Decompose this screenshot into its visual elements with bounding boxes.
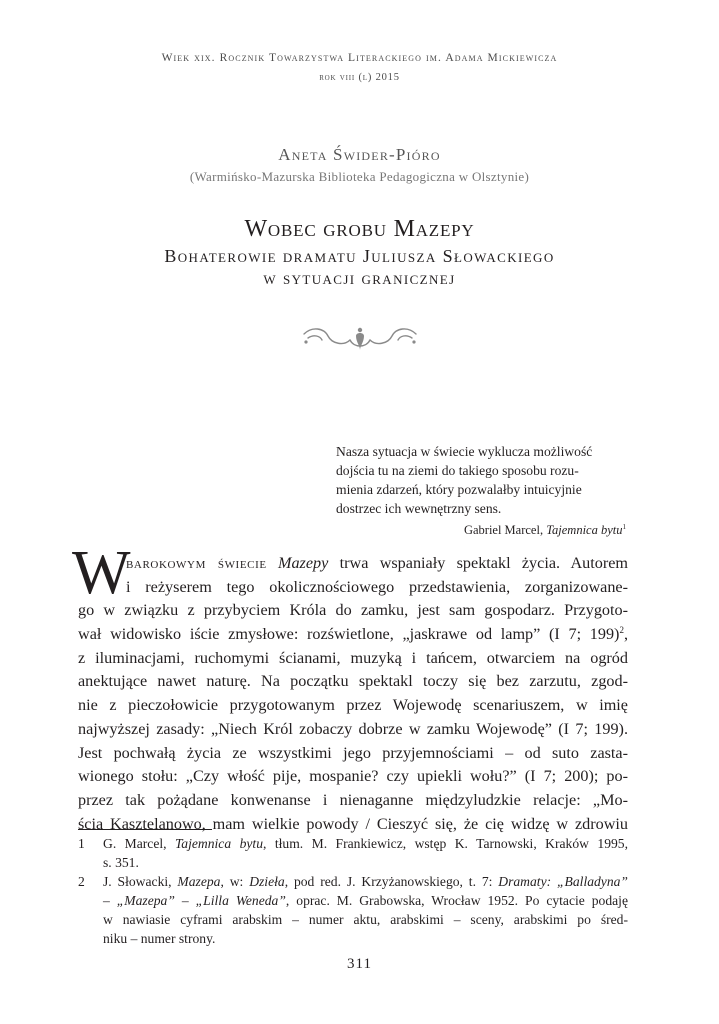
article-title: Wobec grobu Mazepy [244,216,475,242]
body-line: najwyższej zasady: „Niech Król zobaczy dobrze w zamku Wojewodę” (I 7; 199). [78,719,628,738]
body-line-text: wał widowisko iście zmysłowe: rozświetlone, „jaskrawe od lamp” (I 7; 199) [78,625,620,644]
footnote-line: niku – numer strony. [103,931,216,946]
footnote-line: w nawiasie cyframi arabskim – numer aktu, arabskimi – sceny, arabskimi po śred- [103,912,628,927]
footnote-title: Tajemnica bytu [175,836,263,851]
body-line: Jest pochwałą życia ze wszystkimi jego przyjemnościami – od suto zasta- [78,743,628,762]
footnote-text [103,872,628,948]
footnote-title: „Lilla Weneda” [195,893,286,908]
opening-small-caps: barokowym świecie [126,554,267,572]
footnote-ref[interactable]: 2 [619,625,624,636]
epigraph-quote [336,442,626,518]
epigraph-source: Tajemnica bytu [546,523,623,537]
body-line-text: , [623,625,628,644]
footnote-title: Dzieła [249,874,285,889]
fleuron-ornament-icon [300,322,420,356]
footnote-fragment: , w: [220,874,250,889]
footnote-number: 2 [78,874,85,889]
footnote-ref[interactable]: 1 [622,523,626,531]
article-subtitle-line-1: Bohaterowie dramatu Juliusza Słowackiego [164,246,555,266]
drop-cap: W [72,539,131,607]
body-line: anektujące nawet naturę. Na początku spektakl toczy się bez zarzutu, zgod- [78,672,628,691]
footnote-fragment: J. Słowacki, [103,874,178,889]
epigraph-line: dojścia tu na ziemi do takiego sposobu rozu- [336,463,579,478]
footnote-separator [78,829,212,830]
epigraph-line: mienia zdarzeń, który pozwalałby intuicyjnie [336,482,582,497]
body-line: nie z pieczołowicie przygotowanym przez Wojewodę scenariuszem, w imię [78,696,628,715]
footnote-line [103,834,628,853]
footnote-fragment: , pod red. J. Krzyżanowskiego, t. 7: [284,874,499,889]
footnote-fragment: , tłum. M. Frankiewicz, wstęp K. Tarnowski, Kraków 1995, [263,836,628,851]
author-affiliation: (Warmińsko-Mazurska Biblioteka Pedagogiczna w Olsztynie) [189,169,530,184]
work-title: Mazepy [277,554,329,572]
footnote-line [103,872,628,891]
body-line [126,552,628,576]
body-line: i reżyserem tego okolicznościowego przedstawienia, zorganizowane- [126,577,628,596]
page-number: 311 [347,956,372,972]
footnote-line: s. 351. [103,855,139,870]
body-line: przez tak pożądane konwenanse i nienaganne międzyludzkie relacje: „Mo- [78,790,628,809]
body-line [78,623,628,647]
body-line: go w związku z przybyciem Króla do zamku, jest sam gospodarz. Przygoto- [78,601,628,620]
footnote-fragment: , oprac. M. Grabowska, Wrocław 1952. Po cytacie podaję [285,893,628,908]
epigraph-line: Nasza sytuacja w świecie wyklucza możliwość [336,444,593,459]
footnote-line [103,891,628,910]
footnote-text [103,834,628,872]
footnote-number: 1 [78,836,85,851]
body-line: z iluminacjami, ruchomymi ścianami, muzyką i tańcem, otwarciem na ogród [78,648,628,667]
running-head-journal: Wiek xix. Rocznik Towarzystwa Literackiego im. Adama Mickiewicza [161,52,558,64]
footnote-fragment: G. Marcel, [103,836,175,851]
article-author: Aneta Świder-Pióro [278,145,441,164]
footnote-title: Mazepa [177,874,221,889]
footnote-fragment: – [103,893,117,908]
footnotes [78,834,628,948]
epigraph-attribution [336,523,626,538]
footnote-fragment: – [174,893,196,908]
footnote-2 [78,872,628,948]
running-head-issue: rok viii (l) 2015 [319,72,400,83]
footnote-title: Dramaty: „Balladyna” [498,874,628,889]
article-subtitle-line-2: w sytuacji granicznej [263,268,456,288]
epigraph-author: Gabriel Marcel, [463,523,547,537]
footnote-title: „Mazepa” [116,893,175,908]
body-line: ścia Kasztelanowo, mam wielkie powody / Cieszyć się, że cię widzę w zdrowiu [78,814,628,833]
footnote-1 [78,834,628,872]
epigraph-line: dostrzec ich wewnętrzny sens. [336,501,502,516]
body-line: wionego stołu: „Czy włość pije, mospanie? czy upiekli wołu?” (I 7; 200); po- [78,767,628,786]
body-text [78,552,628,836]
body-line-text: trwa wspaniały spektakl życia. Autorem [328,554,629,572]
